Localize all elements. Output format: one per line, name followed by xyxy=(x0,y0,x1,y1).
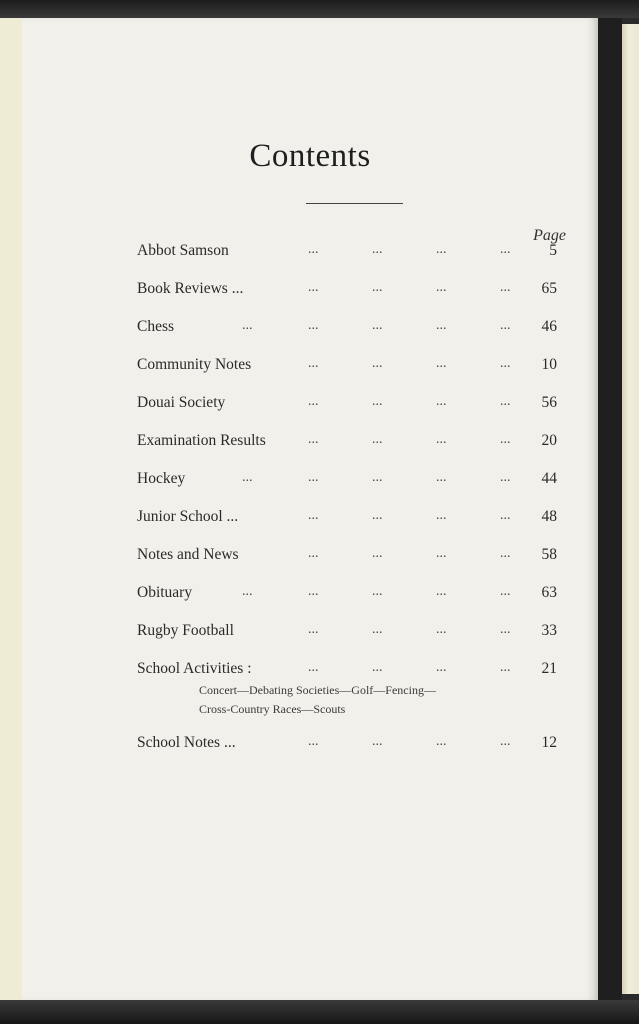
toc-entry-abbot-samson xyxy=(22,242,598,264)
leader-dots: ... xyxy=(372,242,383,257)
leader-dots: ... xyxy=(436,318,447,333)
leader-dots: ... xyxy=(308,242,319,257)
right-page-gutter xyxy=(598,18,622,1000)
leader-dots: ... xyxy=(500,470,511,485)
leader-dots: ... xyxy=(308,660,319,675)
binding-top-edge xyxy=(0,0,639,18)
leader-dots: ... xyxy=(436,660,447,675)
leader-dots: ... xyxy=(500,660,511,675)
left-page-edge xyxy=(0,18,23,1000)
leader-dots: ... xyxy=(500,280,511,295)
toc-entry-examination-results xyxy=(22,432,598,454)
leader-dots: ... xyxy=(242,318,253,333)
leader-dots: ... xyxy=(372,508,383,523)
leader-dots: ... xyxy=(436,734,447,749)
toc-entry-page: 44 xyxy=(541,470,557,487)
leader-dots: ... xyxy=(436,470,447,485)
leader-dots: ... xyxy=(308,280,319,295)
toc-entry-community-notes xyxy=(22,356,598,378)
leader-dots: ... xyxy=(436,546,447,561)
leader-dots: ... xyxy=(500,584,511,599)
leader-dots: ... xyxy=(372,280,383,295)
toc-entry-page: 56 xyxy=(541,394,557,411)
school-activities-subitems-line-1: Concert—Debating Societies—Golf—Fencing— xyxy=(199,683,436,697)
leader-dots: ... xyxy=(372,660,383,675)
toc-entry-title: Douai Society xyxy=(137,394,226,411)
leader-dots: ... xyxy=(436,432,447,447)
toc-entry-page: 46 xyxy=(541,318,557,335)
toc-entry-title: Junior School ... xyxy=(137,508,239,525)
toc-entry-title: Chess xyxy=(137,318,175,335)
leader-dots: ... xyxy=(500,356,511,371)
leader-dots: ... xyxy=(308,508,319,523)
leader-dots: ... xyxy=(242,584,253,599)
toc-entry-rugby-football xyxy=(22,622,598,644)
leader-dots: ... xyxy=(500,242,511,257)
leader-dots: ... xyxy=(500,622,511,637)
leader-dots: ... xyxy=(372,546,383,561)
toc-entry-title: School Notes ... xyxy=(137,734,236,751)
leader-dots: ... xyxy=(308,584,319,599)
toc-entry-page: 63 xyxy=(541,584,557,601)
leader-dots: ... xyxy=(500,546,511,561)
leader-dots: ... xyxy=(500,734,511,749)
toc-entry-page: 12 xyxy=(541,734,557,751)
toc-entry-title: Hockey xyxy=(137,470,186,487)
leader-dots: ... xyxy=(436,584,447,599)
leader-dots: ... xyxy=(436,242,447,257)
toc-entry-title: Community Notes xyxy=(137,356,252,373)
leader-dots: ... xyxy=(436,508,447,523)
toc-entry-page: 58 xyxy=(541,546,557,563)
leader-dots: ... xyxy=(372,734,383,749)
toc-entry-douai-society xyxy=(22,394,598,416)
toc-entry-page: 20 xyxy=(541,432,557,449)
toc-entry-page: 21 xyxy=(541,660,557,677)
toc-entry-school-activities xyxy=(22,660,598,682)
leader-dots: ... xyxy=(308,432,319,447)
toc-entry-junior-school xyxy=(22,508,598,530)
toc-entry-title: School Activities : xyxy=(137,660,252,677)
toc-entry-title: Examination Results xyxy=(137,432,266,449)
toc-entry-title: Book Reviews ... xyxy=(137,280,244,297)
toc-entry-school-notes xyxy=(22,734,598,756)
leader-dots: ... xyxy=(308,394,319,409)
toc-entry-page: 65 xyxy=(541,280,557,297)
leader-dots: ... xyxy=(500,318,511,333)
title-rule xyxy=(306,203,403,204)
contents-page xyxy=(22,18,598,1000)
toc-entry-page: 48 xyxy=(541,508,557,525)
toc-entry-page: 33 xyxy=(541,622,557,639)
leader-dots: ... xyxy=(372,356,383,371)
leader-dots: ... xyxy=(372,470,383,485)
leader-dots: ... xyxy=(500,508,511,523)
page-title: Contents xyxy=(249,138,371,174)
toc-entry-obituary xyxy=(22,584,598,606)
page-column-header: Page xyxy=(533,227,566,244)
toc-entry-hockey xyxy=(22,470,598,492)
toc-entry-book-reviews xyxy=(22,280,598,302)
leader-dots: ... xyxy=(372,432,383,447)
leader-dots: ... xyxy=(308,734,319,749)
leader-dots: ... xyxy=(308,546,319,561)
leader-dots: ... xyxy=(372,318,383,333)
toc-entry-title: Abbot Samson xyxy=(137,242,229,259)
toc-entry-notes-and-news xyxy=(22,546,598,568)
leader-dots: ... xyxy=(308,622,319,637)
leader-dots: ... xyxy=(242,470,253,485)
toc-entry-chess xyxy=(22,318,598,340)
leader-dots: ... xyxy=(308,356,319,371)
leader-dots: ... xyxy=(436,356,447,371)
leader-dots: ... xyxy=(436,622,447,637)
school-activities-subitems-line-2: Cross-Country Races—Scouts xyxy=(199,702,346,716)
leader-dots: ... xyxy=(372,394,383,409)
leader-dots: ... xyxy=(500,394,511,409)
leader-dots: ... xyxy=(436,280,447,295)
leader-dots: ... xyxy=(372,622,383,637)
toc-entry-page: 10 xyxy=(541,356,557,373)
leader-dots: ... xyxy=(308,318,319,333)
leader-dots: ... xyxy=(308,470,319,485)
binding-bottom-edge xyxy=(0,1000,639,1024)
toc-entry-title: Obituary xyxy=(137,584,193,601)
toc-entry-title: Notes and News xyxy=(137,546,239,563)
next-page-edge xyxy=(622,24,639,994)
leader-dots: ... xyxy=(500,432,511,447)
leader-dots: ... xyxy=(436,394,447,409)
leader-dots: ... xyxy=(372,584,383,599)
toc-entry-page: 5 xyxy=(549,242,557,259)
toc-entry-title: Rugby Football xyxy=(137,622,234,639)
